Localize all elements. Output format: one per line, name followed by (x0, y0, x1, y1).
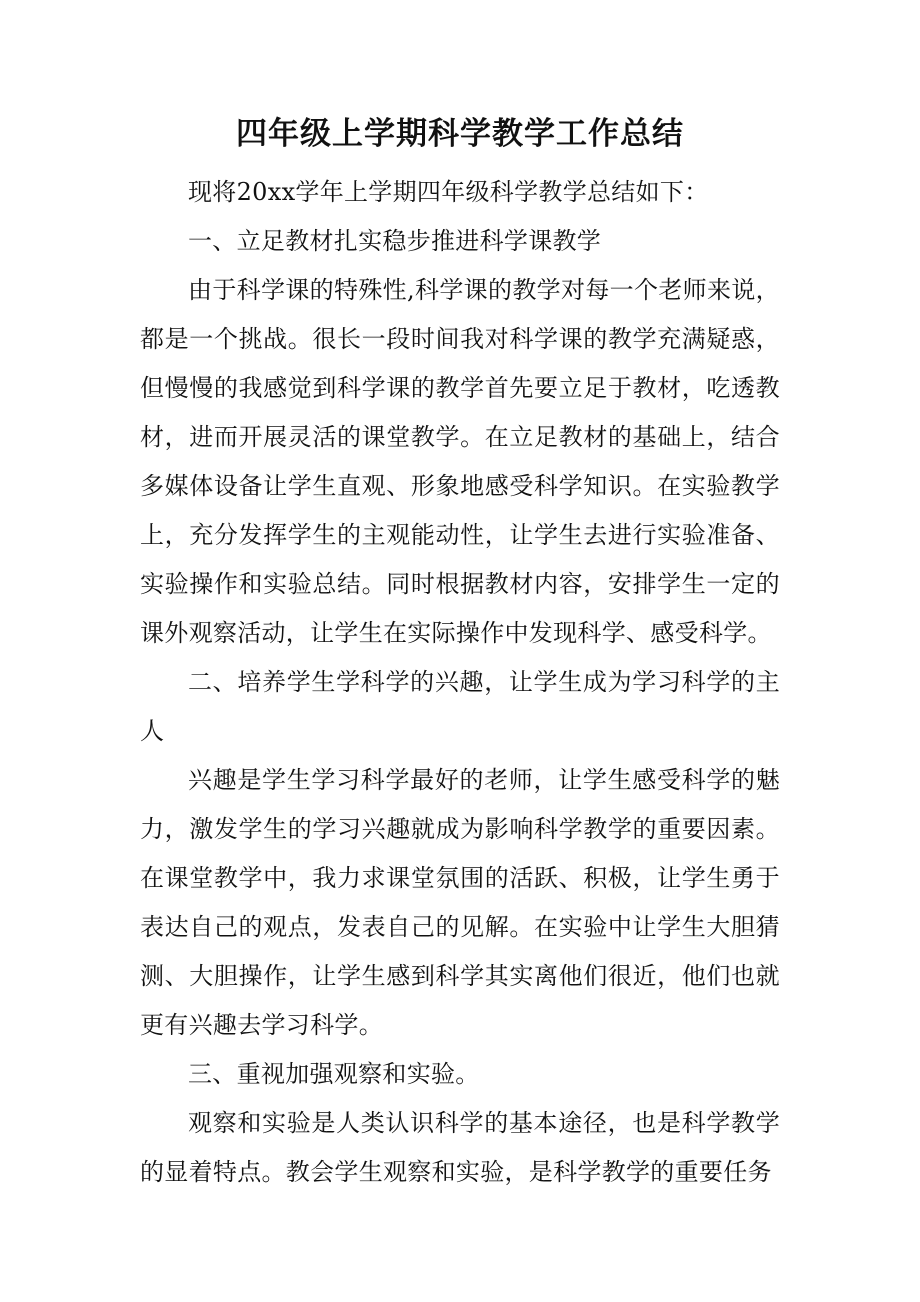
section-body-3: 观察和实验是人类认识科学的基本途径，也是科学教学的显着特点。教会学生观察和实验，是科学教学的重要任务 (140, 1109, 780, 1186)
document-body (140, 168, 780, 1197)
section-body-2: 兴趣是学生学习科学最好的老师，让学生感受科学的魅力，激发学生的学习兴趣就成为影响科学教学的重要因素。在课堂教学中，我力求课堂氛围的活跃、积极，让学生勇于表达自己的观点，发表自己的见解。在实验中让学生大胆猜测、大胆操作，让学生感到科学其实离他们很近，他们也就更有兴趣去学习科学。 (140, 766, 780, 1039)
section-heading-2: 二、培养学生学科学的兴趣，让学生成为学习科学的主人 (140, 668, 780, 745)
intro-paragraph: 现将20xx学年上学期四年级科学教学总结如下： (188, 178, 709, 206)
section-heading-1: 一、立足教材扎实稳步推进科学课教学 (188, 227, 602, 255)
section-body-1: 由于科学课的特殊性,科学课的教学对每一个老师来说，都是一个挑战。很长一段时间我对科学课的教学充满疑惑，但慢慢的我感觉到科学课的教学首先要立足于教材，吃透教材，进而开展灵活的课堂教学。在立足教材的基础上，结合多媒体设备让学生直观、形象地感受科学知识。在实验教学上，充分发挥学生的主观能动性，让学生去进行实验准备、实验操作和实验总结。同时根据教材内容，安排学生一定的课外观察活动，让学生在实际操作中发现科学、感受科学。 (140, 276, 780, 647)
document-title: 四年级上学期科学教学工作总结 (236, 116, 684, 152)
section-heading-3: 三、重视加强观察和实验。 (188, 1060, 480, 1088)
